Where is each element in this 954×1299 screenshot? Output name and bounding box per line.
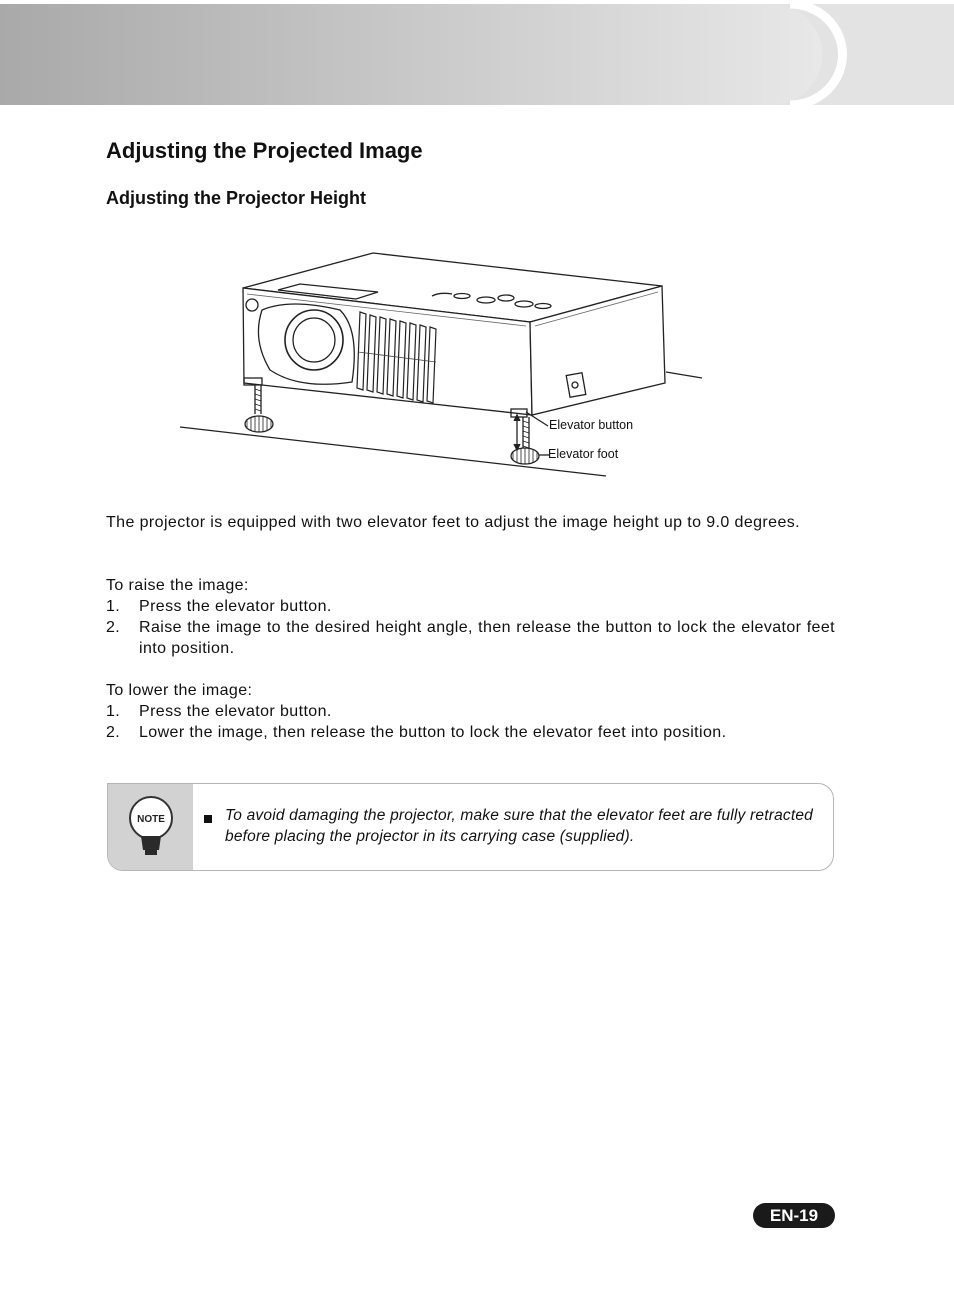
lower-heading: To lower the image: (106, 682, 253, 699)
note-bullet (204, 815, 212, 823)
raise-steps (106, 596, 835, 659)
page-number-badge: EN-19 (753, 1203, 835, 1228)
step-text: Lower the image, then release the button to lock the elevator feet into position. (139, 724, 727, 741)
note-lightbulb-icon (108, 784, 193, 870)
callout-elevator-foot: Elevator foot (548, 447, 619, 461)
header-band (0, 0, 954, 110)
callout-elevator-button: Elevator button (549, 418, 634, 432)
step-number: 1. (106, 703, 121, 720)
step-number: 2. (106, 724, 121, 741)
lower-steps (106, 701, 835, 743)
step-text: Press the elevator button. (139, 703, 332, 720)
section-title: Adjusting the Projector Height (106, 188, 367, 208)
note-text: To avoid damaging the projector, make sure that the elevator feet are fully retracted before placing the projector in its carrying case (supplied). (225, 807, 813, 845)
list-item (106, 596, 835, 617)
note-box (107, 783, 834, 871)
intro-paragraph: The projector is equipped with two elevator feet to adjust the image height up to 9.0 degrees. (106, 514, 801, 531)
list-item (106, 722, 835, 743)
raise-heading: To raise the image: (106, 577, 249, 594)
list-item (106, 617, 835, 659)
list-item (106, 701, 835, 722)
lower-section (106, 680, 835, 743)
step-text: Press the elevator button. (139, 598, 332, 615)
raise-section (106, 575, 835, 659)
note-icon-label: NOTE (137, 814, 165, 825)
step-number: 2. (106, 619, 121, 636)
step-number: 1. (106, 598, 121, 615)
projector-illustration (175, 248, 715, 483)
page-title: Adjusting the Projected Image (106, 138, 423, 163)
step-text: Raise the image to the desired height angle, then release the button to lock the elevator feet into position. (139, 619, 835, 657)
note-sidebar (108, 784, 193, 870)
